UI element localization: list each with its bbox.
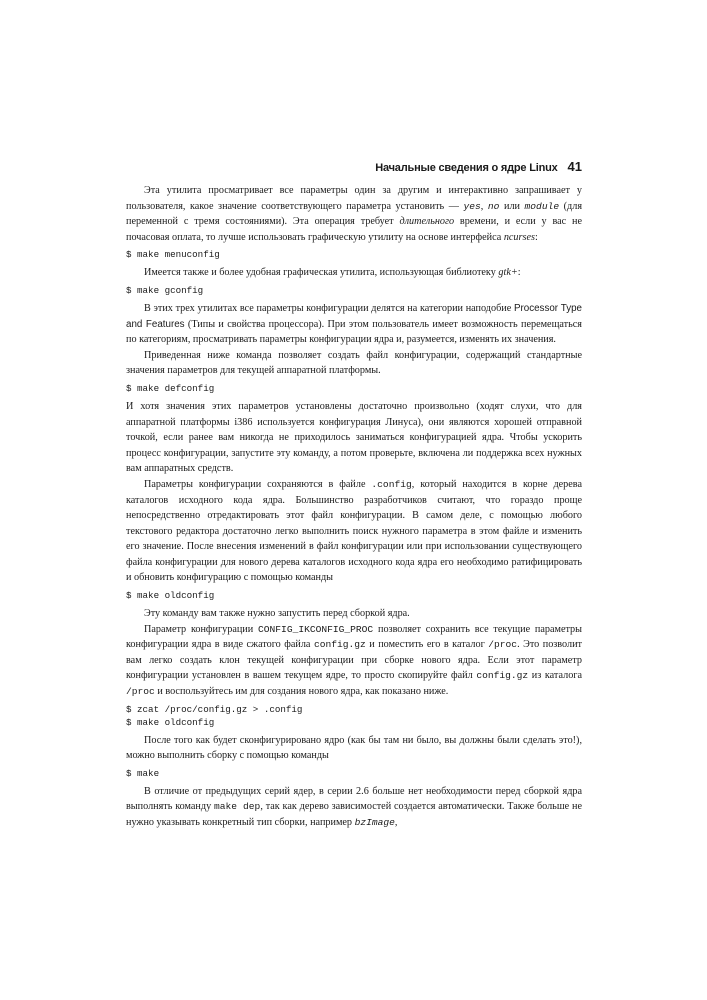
text-run: и поместить его в каталог bbox=[365, 639, 489, 651]
paragraph-4: Приведенная ниже команда позволяет создать файл конфигурации, содержащий стандартные значения параметров для текущей аппаратной платформы. bbox=[126, 349, 582, 377]
menu-term: Processor Type and Features bbox=[126, 302, 583, 330]
code-block-zcat: $ zcat /proc/config.gz > .config $ make oldconfig bbox=[126, 703, 303, 728]
text-run: и воспользуйтесь им для создания нового ядра, как показано ниже. bbox=[154, 686, 449, 698]
paragraph-10 bbox=[126, 784, 582, 831]
page-number: 41 bbox=[567, 159, 582, 174]
paragraph-2 bbox=[126, 265, 582, 281]
text-run: из каталога bbox=[528, 670, 582, 682]
text-run: времени, и если у вас не почасовая оплата, то лучше использовать графическую утилиту на основе интерфейса bbox=[126, 216, 582, 243]
text-run: , bbox=[480, 200, 488, 212]
paragraph-5: И хотя значения этих параметров установлены достаточно произвольно (ходят слухи, что для аппаратной платформы i386 используется конфигурация Линуса), они являются хорошей отправной точкой, если ранее вам никогда не приходилось заниматься конфигурацией ядра. Чтобы ускорить процесс конфигурации, запустите эту команду, а потом проверьте, включена ли поддержка всех нужных вам аппаратных средств. bbox=[126, 400, 582, 475]
text-run: позволяет сохранить все текущие параметры конфигурации ядра в виде сжатого файла bbox=[126, 623, 582, 651]
inline-code: no bbox=[487, 200, 500, 212]
text-run: : bbox=[517, 267, 521, 279]
running-title: Начальные сведения о ядре Linux bbox=[375, 162, 558, 174]
text-run: (для переменной с тремя состояниями). Эта операция требует bbox=[126, 200, 583, 228]
text-run: , который находится в корне дерева каталогов исходного кода ядра. Большинство разработчиков считают, что гораздо проще непосредственно отредактировать этот файл конфигурации. В самом деле, с помощью любого текстового редактора достаточно легко выполнить поиск нужного параметра в этом файле и изменить его значение. После внесения изменений в файл конфигурации или при использовании существующего файла конфигурации для нового дерева каталогов исходного кода ядра его необходимо ратифицировать и обновить конфигурацию с помощью команды bbox=[126, 478, 582, 584]
emphasis: длительного bbox=[399, 216, 455, 228]
paragraph-8 bbox=[126, 622, 582, 700]
inline-code: CONFIG_IKCONFIG_PROC bbox=[258, 623, 374, 635]
inline-code: .config bbox=[371, 478, 412, 490]
code-block-oldconfig: $ make oldconfig bbox=[126, 590, 215, 602]
text-run: В этих трех утилитах все параметры конфигурации делятся на категории наподобие bbox=[144, 302, 514, 314]
paragraph-7: Эту команду вам также нужно запустить перед сборкой ядра. bbox=[144, 608, 410, 620]
page-header bbox=[120, 158, 582, 176]
inline-code: make dep bbox=[213, 801, 261, 813]
text-run: , так как дерево зависимостей создается автоматически. Также больше не нужно указывать конкретный тип сборки, например bbox=[126, 801, 582, 828]
text-run: , bbox=[394, 817, 398, 828]
inline-code: config.gz bbox=[476, 670, 529, 682]
paragraph-6 bbox=[126, 477, 582, 586]
inline-code: /proc bbox=[488, 639, 518, 651]
code-block-make: $ make bbox=[126, 767, 160, 779]
inline-code: yes bbox=[463, 200, 481, 212]
inline-code: config.gz bbox=[313, 639, 366, 651]
text-run: : bbox=[534, 231, 538, 243]
paragraph-9: После того как будет сконфигурировано ядро (как бы там ни было, вы должны были сделать это!), можно выполнить сборку с помощью команды bbox=[126, 734, 582, 762]
code-block-defconfig: $ make defconfig bbox=[126, 382, 215, 394]
text-run: Эта утилита просматривает все параметры один за другим и интерактивно запрашивает у пользователя, какое значение соответствующего параметра установить — bbox=[126, 185, 582, 212]
inline-code: bzImage bbox=[354, 817, 395, 828]
text-run: или bbox=[499, 200, 525, 212]
text-run: В отличие от предыдущих серий ядер, в серии 2.6 больше нет необходимости перед сборкой ядра выполнять команду bbox=[126, 785, 582, 813]
emphasis: ncurses bbox=[503, 231, 535, 243]
paragraph-3 bbox=[126, 301, 582, 348]
inline-code: module bbox=[524, 200, 560, 212]
text-run: Имеется также и более удобная графическая утилита, использующая библиотеку bbox=[144, 267, 499, 279]
page-body bbox=[126, 183, 582, 831]
paragraph-1 bbox=[126, 183, 582, 245]
text-run: (Типы и свойства процессора). При этом пользователь имеет возможность перемещаться по категориям, просматривать параметры конфигурации ядра и, разумеется, изменять их значения. bbox=[126, 318, 582, 346]
code-block-gconfig: $ make gconfig bbox=[126, 284, 204, 296]
emphasis: gtk+ bbox=[498, 267, 518, 279]
text-run: Параметр конфигурации bbox=[144, 623, 259, 635]
text-run: Параметры конфигурации сохраняются в файле bbox=[144, 478, 372, 490]
code-block-menuconfig: $ make menuconfig bbox=[126, 249, 220, 261]
text-run: . Это позволит вам легко создать клон текущей конфигурации при сборке нового ядра. Если этот параметр конфигурации установлен в вашем текущем ядре, то просто скопируйте файл bbox=[126, 639, 582, 682]
inline-code: /proc bbox=[126, 686, 155, 698]
